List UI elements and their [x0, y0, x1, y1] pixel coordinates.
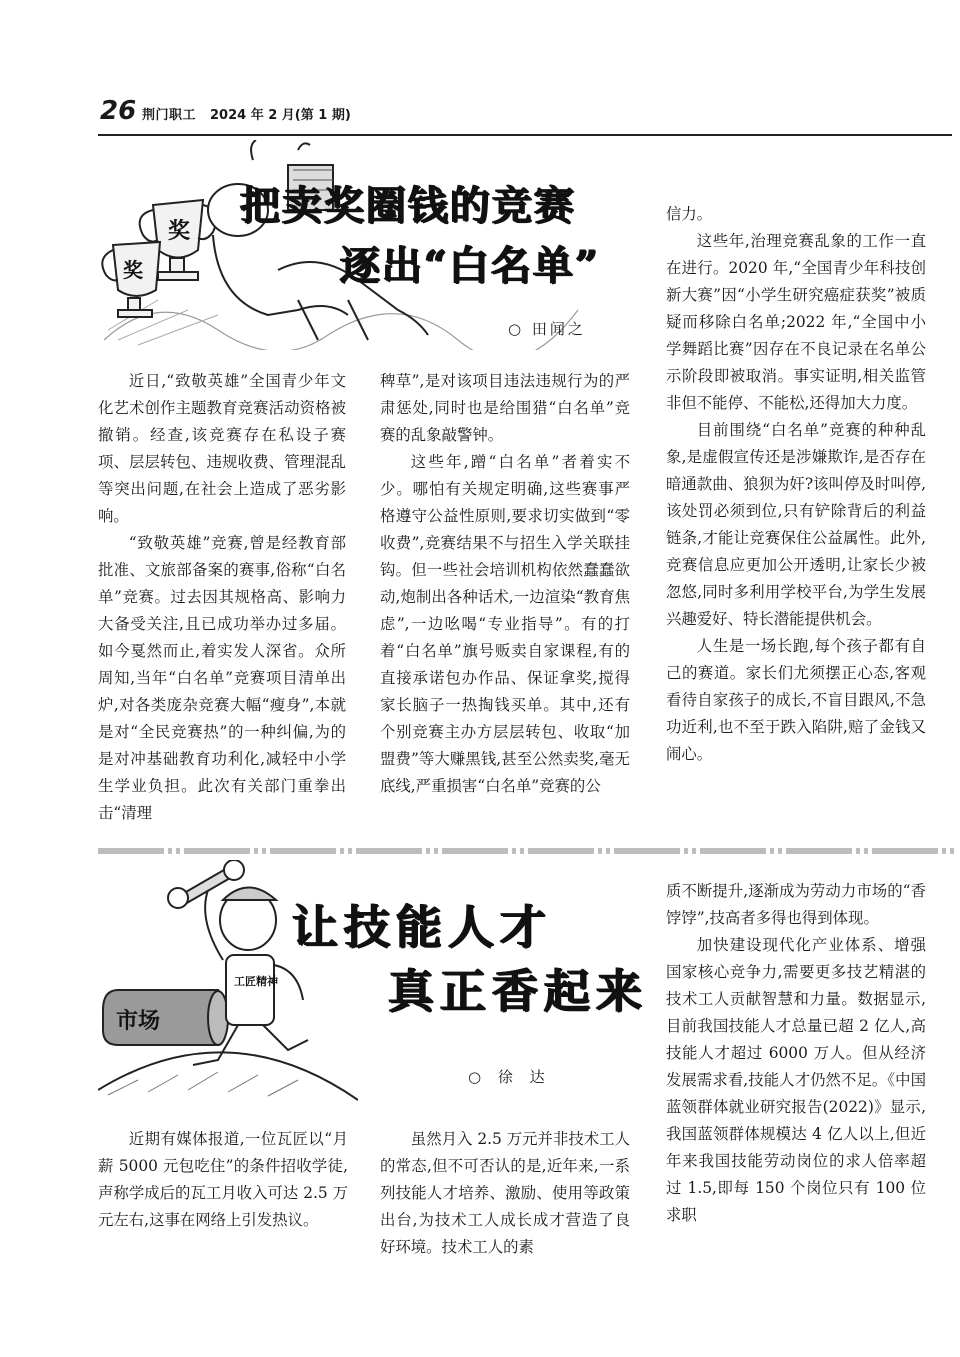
article2-column-1 [98, 1126, 348, 1234]
paragraph-continued: 信力。 [666, 205, 713, 223]
article2-title-line1: 让技能人才 [292, 900, 552, 954]
publication-name: 荆门职工 [142, 108, 197, 123]
section-divider [98, 848, 958, 854]
article1-column-2 [380, 368, 630, 800]
article2-column-2 [380, 1126, 630, 1261]
issue-date: 2024 年 2 月(第 1 期) [210, 108, 351, 123]
article1-author: ○ 田闻之 [508, 320, 586, 338]
page-number: 26 [100, 96, 137, 126]
article2-illustration [98, 860, 358, 1110]
paragraph-continued: 稗草”,是对该项目违法违规行为的严肃惩处,同时也是给围猎“白名单”竞赛的乱象敲警钟。 [380, 372, 630, 444]
paragraph: 人生是一场长跑,每个孩子都有自己的赛道。家长们尤须摆正心态,客观看待自家孩子的成长,不盲目跟风,不急功近利,也不至于跌入陷阱,赔了金钱又闹心。 [666, 637, 926, 763]
craftsman-label: 工匠精神 [234, 975, 278, 988]
article2-column-3 [666, 878, 926, 1229]
trophy-label-2: 奖 [123, 258, 143, 282]
paragraph: 虽然月入 2.5 万元并非技术工人的常态,但不可否认的是,近年来,一系列技能人才培养、激励、使用等政策出台,为技术工人成长成才营造了良好环境。技术工人的素 [380, 1130, 630, 1256]
paragraph: 这些年,蹭“白名单”者着实不少。哪怕有关规定明确,这些赛事严格遵守公益性原则,要求切实做到“零收费”,竞赛结果不与招生入学关联挂钩。但一些社会培训机构依然蠢蠢欲动,炮制出各种话术,一边渲染“教育焦虑”,一边吆喝“专业指导”。有的打着“白名单”旗号贩卖自家课程,有的直接承诺包办作品、保证拿奖,搅得家长脑子一热掏钱买单。其中,还有个别竞赛主办方层层转包、收取“加盟费”等大赚黑钱,甚至公然卖奖,毫无底线,严重损害“白名单”竞赛的公 [380, 453, 630, 795]
paragraph: 加快建设现代化产业体系、增强国家核心竞争力,需要更多技艺精湛的技术工人贡献智慧和力量。数据显示,目前我国技能人才总量已超 2 亿人,高技能人才超过 6000 万人。但从经济发展需求看,技能人才仍然不足。《中国蓝领群体就业研究报告(2022)》显示,我国蓝领群体规模达 4 亿人以上,但近年来我国技能劳动岗位的求人倍率超过 1.5,即每 150 个岗位只有 100 位求职 [666, 936, 926, 1224]
paragraph: 近日,“致敬英雄”全国青少年文化艺术创作主题教育竞赛活动资格被撤销。经查,该竞赛存在私设子赛项、层层转包、违规收费、管理混乱等突出问题,在社会上造成了恶劣影响。 [98, 372, 346, 525]
article1-title-line2: 逐出“白名单” [340, 242, 601, 289]
article2-author: ○ 徐 达 [468, 1068, 551, 1086]
article1-column-3 [666, 201, 926, 768]
article2-title-line2: 真正香起来 [388, 964, 648, 1018]
article1-title-line1: 把卖奖圈钱的竞赛 [240, 182, 576, 229]
paragraph-continued: 质不断提升,逐渐成为劳动力市场的“香饽饽”,技高者多得也得到体现。 [666, 882, 926, 927]
trophy-label-1: 奖 [168, 218, 191, 244]
market-label: 市场 [116, 1009, 161, 1034]
paragraph: 目前围绕“白名单”竞赛的种种乱象,是虚假宣传还是涉嫌欺诈,是否存在暗通款曲、狼狈为奸?该叫停及时叫停,该处罚必须到位,只有铲除背后的利益链条,才能让竞赛保住公益属性。此外,竞赛信息应更加公开透明,让家长少被忽悠,同时多利用学校平台,为学生发展兴趣爱好、特长潜能提供机会。 [666, 421, 926, 628]
paragraph: 这些年,治理竞赛乱象的工作一直在进行。2020 年,“全国青少年科技创新大赛”因“小学生研究癌症获奖”被质疑而移除白名单;2022 年,“全国中小学舞蹈比赛”因存在不良记录在名单公示阶段即被取消。事实证明,相关监管非但不能停、不能松,还得加大力度。 [666, 232, 926, 412]
header-rule [98, 134, 952, 136]
article1-column-1 [98, 368, 346, 827]
paragraph: “致敬英雄”竞赛,曾是经教育部批准、文旅部备案的赛事,俗称“白名单”竞赛。过去因其规格高、影响力大备受关注,且已成功举办过多届。如今戛然而止,着实发人深省。众所周知,当年“白名单”竞赛项目清单出炉,对各类庞杂竞赛大幅“瘦身”,本就是对“全民竞赛热”的一种纠偏,为的是对冲基础教育功利化,减轻中小学生学业负担。此次有关部门重拳出击“清理 [98, 534, 346, 822]
paragraph: 近期有媒体报道,一位瓦匠以“月薪 5000 元包吃住”的条件招收学徒,声称学成后的瓦工月收入可达 2.5 万元左右,这事在网络上引发热议。 [98, 1130, 348, 1229]
